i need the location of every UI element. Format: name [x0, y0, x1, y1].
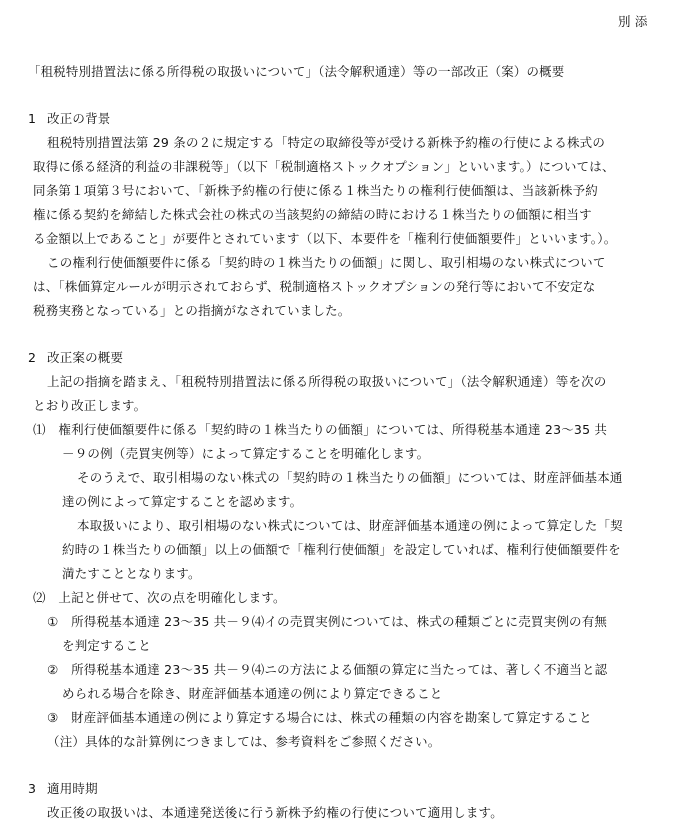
note-line: （注）具体的な計算例につきましては、参考資料をご参照ください。: [47, 734, 441, 749]
paragraph-line: 満たすこととなります。: [62, 566, 201, 581]
paragraph-line: とおり改正します。: [33, 398, 147, 413]
section-heading: 適用時期: [47, 781, 98, 796]
paragraph-line: 改正後の取扱いは、本通達発送後に行う新株予約権の行使について適用します。: [47, 805, 503, 820]
paragraph-line: 税務実務となっている」との指摘がなされていました。: [33, 303, 351, 318]
paragraph-line: 上記の指摘を踏まえ、「租税特別措置法に係る所得税の取扱いについて」（法令解釈通達）等を次の: [47, 374, 607, 389]
paragraph-line: 約時の１株当たりの価額」以上の価額で「権利行使価額」を設定していれば、権利行使価額要件を: [62, 542, 621, 557]
section-heading: 改正案の概要: [47, 350, 124, 365]
document-title: 「租税特別措置法に係る所得税の取扱いについて」（法令解釈通達）等の一部改正（案）の概要: [28, 64, 565, 79]
list-item-line: ① 所得税基本通達 23～35 共－９⑷イの売買実例については、株式の種類ごとに売買実例の有無: [47, 614, 608, 629]
paragraph-line: は、「株価算定ルールが明示されておらず、税制適格ストックオプションの発行等において不安定な: [33, 279, 596, 294]
list-item-line: ⑴ 権利行使価額要件に係る「契約時の１株当たりの価額」については、所得税基本通達 23～35 共: [33, 422, 608, 437]
paragraph-line: そのうえで、取引相場のない株式の「契約時の１株当たりの価額」については、財産評価基本通: [77, 470, 623, 485]
list-item-line: ⑵ 上記と併せて、次の点を明確化します。: [33, 590, 286, 605]
list-item-line: ② 所得税基本通達 23～35 共－９⑷ニの方法による価額の算定に当たっては、著しく不適当と認: [47, 662, 608, 677]
paragraph-line: 租税特別措置法第 29 条の２に規定する「特定の取締役等が受ける新株予約権の行使による株式の: [47, 135, 606, 150]
section-heading: 改正の背景: [47, 111, 111, 126]
attachment-label: 別 添: [618, 14, 648, 29]
list-item-line: められる場合を除き、財産評価基本通達の例により算定できること: [62, 686, 443, 701]
paragraph-line: この権利行使価額要件に係る「契約時の１株当たりの価額」に関し、取引相場のない株式について: [47, 255, 606, 270]
section-number: 2: [28, 350, 37, 365]
list-item-line: －９の例（売買実例等）によって算定することを明確化します。: [62, 446, 430, 461]
section-number: 1: [28, 111, 37, 126]
paragraph-line: 同条第１項第３号において、「新株予約権の行使に係る１株当たりの権利行使価額は、当該新株予約: [33, 183, 599, 198]
list-item-line: を判定すること: [62, 638, 151, 653]
paragraph-line: 本取扱いにより、取引相場のない株式については、財産評価基本通達の例によって算定した「契: [77, 518, 623, 533]
paragraph-line: 権に係る契約を締結した株式会社の株式の当該契約の締結の時における１株当たりの価額に相当す: [33, 207, 592, 222]
list-item-line: ③ 財産評価基本通達の例により算定する場合には、株式の種類の内容を勘案して算定すること: [47, 710, 592, 725]
paragraph-line: 達の例によって算定することを認めます。: [62, 494, 303, 509]
paragraph-line: 取得に係る経済的利益の非課税等」（以下「税制適格ストックオプション」といいます。）については、: [33, 159, 615, 174]
paragraph-line: る金額以上であること」が要件とされています（以下、本要件を「権利行使価額要件」といいます。）。: [33, 231, 617, 246]
section-number: 3: [28, 781, 37, 796]
